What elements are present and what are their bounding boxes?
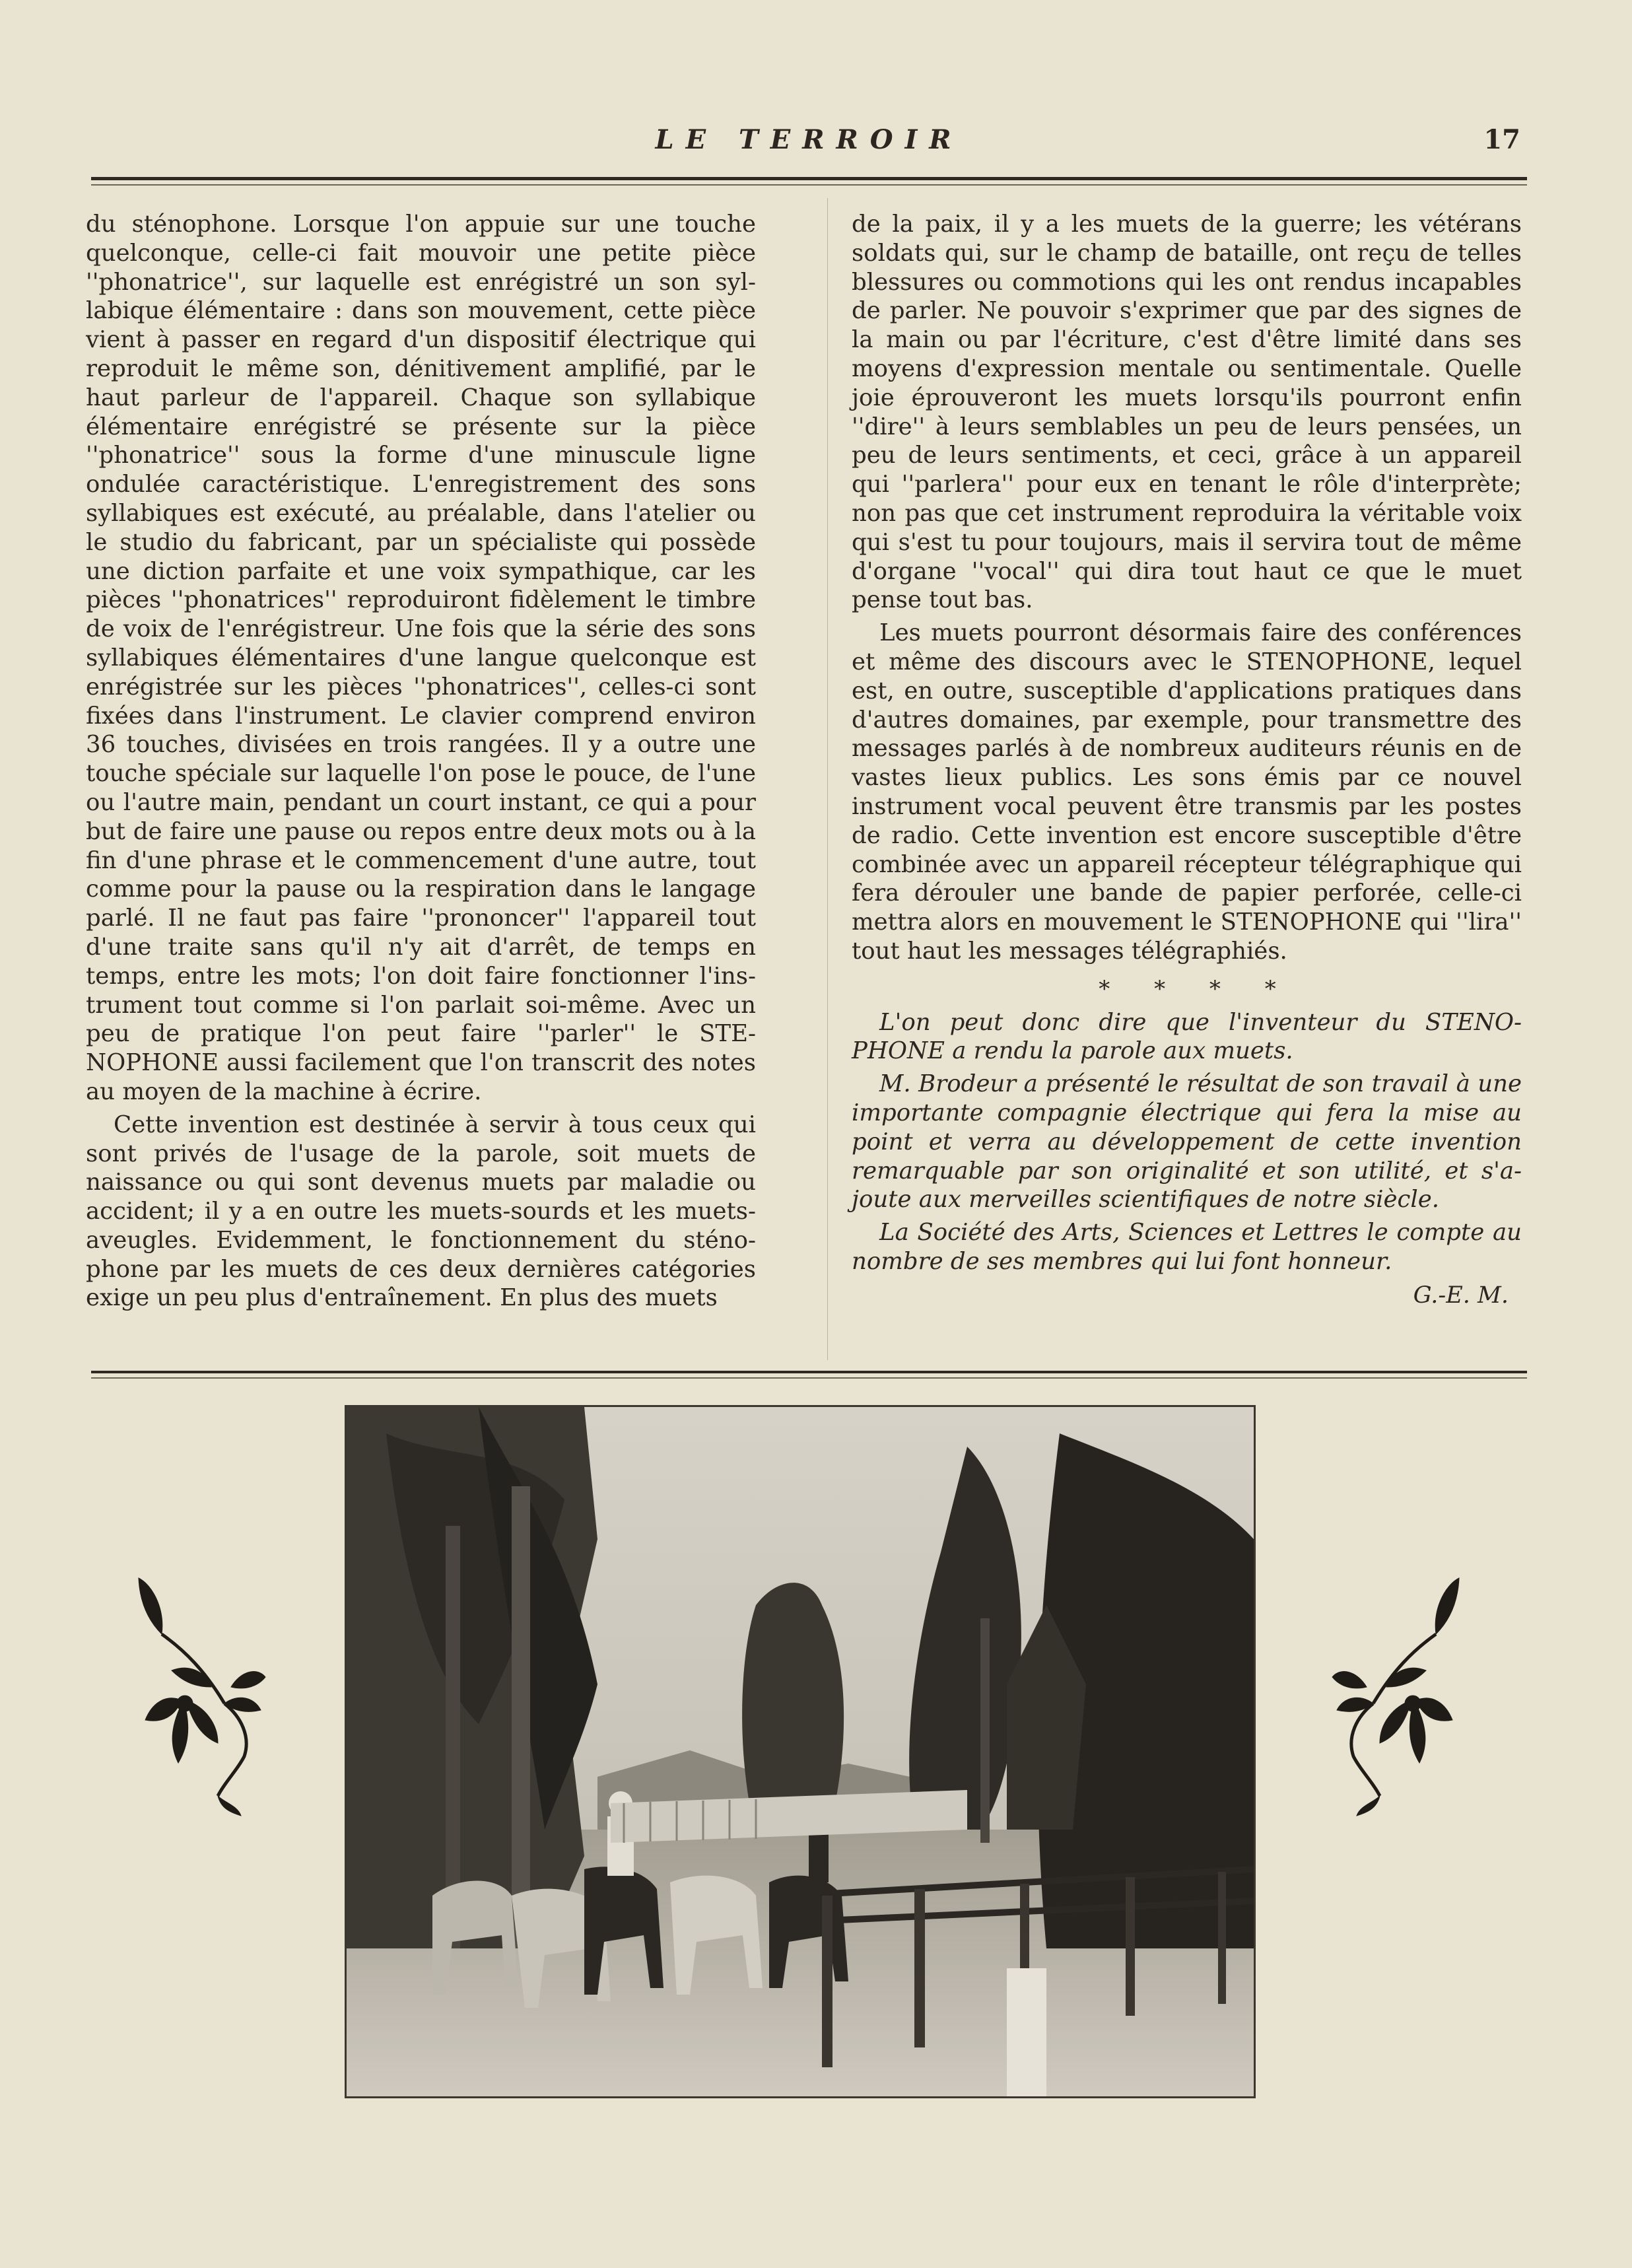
page-header (91, 119, 1527, 158)
header-rule (91, 177, 1527, 180)
italic-paragraph-3: La Société des Arts, Sciences et Lettres le compte au nombre de ses membres qui lui font honneur. (852, 1219, 1522, 1275)
horseback-riders-photo (345, 1405, 1256, 2098)
header-rule-thin (91, 184, 1527, 186)
page-number: 17 (1483, 124, 1520, 155)
right-paragraph-1: de la paix, il y a les muets de la guerre; les vétérans soldats qui, sur le champ de bataille, ont reçu de telles blessures ou commotions qui les ont rendus incapables de parler. Ne pouvoir s'exprimer que par des signes de la main ou par l'écriture, c'est d'être limité dans ses moyens d'expression mentale ou sentimentale. Quelle joie éprouveront les muets lorsqu'ils pourront enfin ''dire'' à leurs semblables un peu de leurs pensées, un peu de leurs sentiments, et ceci, grâce à un appareil qui ''parlera'' pour eux en tenant le rôle d'interprète; non pas que cet instrument reproduira la véritable voix qui s'est tu pour toujours, mais il servira tout de même d'organe ''vocal'' qui dira tout haut ce que le muet pense tout bas. (852, 211, 1522, 614)
running-title: LE TERROIR (655, 124, 963, 155)
italic-paragraph-1: L'on peut donc dire que l'inventeur du STENOPHONE a rendu la parole aux muets. (852, 1008, 1522, 1065)
right-column (852, 210, 1522, 1310)
author-signature: G.-E. M. (1413, 1282, 1509, 1309)
italic-paragraph-2: M. Brodeur a présenté le résultat de son travail à une importante compagnie électrique qui fera la mise au point et verra au développement de cette invention remarquable par son originalité et son utilité, et s'ajoute aux merveilles scientifiques de notre siècle. (852, 1070, 1522, 1214)
left-paragraph-2: Cette invention est destinée à servir à tous ceux qui sont privés de l'usage de la parole, soit muets de naissance ou qui sont devenus muets par maladie ou accident; il y a en outre les muets-sourds et les muets-aveugles. Evidemment, le fonctionnement du sténophone par les muets de ces deux dernières catégories exige un peu plus d'entraînement. En plus des muets (86, 1111, 756, 1312)
footer-rule (91, 1371, 1527, 1373)
floral-ornament-icon (125, 1571, 271, 1822)
column-divider (827, 198, 828, 1360)
footer-rule-thin (91, 1377, 1527, 1379)
floral-ornament-icon (1327, 1571, 1472, 1822)
left-paragraph-1: du sténophone. Lorsque l'on appuie sur une touche quelconque, celle-ci fait mouvoir une petite pièce ''phonatrice'', sur laquelle est enrégistré un son syllabique élémentaire : dans son mouvement, cette pièce vient à passer en regard d'un dispositif électrique qui reproduit le même son, dénitivement amplifié, par le haut parleur de l'appareil. Chaque son syllabique élémentaire enrégistré se présente sur la pièce ''phonatrice'' sous la forme d'une minuscule ligne ondulée caractéristique. L'enregistrement des sons syllabiques est exécuté, au préalable, dans l'atelier ou le studio du fabricant, par un spécialiste qui possède une diction parfaite et une voix sympathique, car les pièces ''phonatrices'' reproduiront fidèlement le timbre de voix de l'enrégistreur. Une fois que la série des sons syllabiques élémentaires d'une langue quelconque est enrégistrée sur les pièces ''phonatrices'', celles-ci sont fixées dans l'instrument. Le clavier comprend environ 36 touches, divisées en trois rangées. Il y a outre une touche spéciale sur laquelle l'on pose le pouce, de l'une ou l'autre main, pendant un court instant, ce qui a pour but de faire une pause ou repos entre deux mots ou à la fin d'une phrase et le commencement d'une autre, tout comme pour la pause ou la respiration dans le langage parlé. Il ne faut pas faire ''prononcer'' l'appareil tout d'une traite sans qu'il n'y ait d'arrêt, de temps en temps, entre les mots; l'on doit faire fonctionner l'instrument tout comme si l'on parlait soi-même. Avec un peu de pratique l'on peut faire ''parler'' le STENOPHONE aussi facilement que l'on transcrit des notes au moyen de la machine à écrire. (86, 211, 756, 1105)
right-paragraph-2: Les muets pourront désormais faire des conférences et même des discours avec le STENOPHONE, lequel est, en outre, susceptible d'applications pratiques dans d'autres domaines, par exemple, pour transmettre des messages parlés à de nombreux auditeurs réunis en de vastes lieux publics. Les sons émis par ce nouvel instrument vocal peuvent être transmis par les postes de radio. Cette invention est encore susceptible d'être combinée avec un appareil récepteur télégraphique qui fera dérouler une bande de papier perforée, celle-ci mettra alors en mouvement le STENOPHONE qui ''lira'' tout haut les messages télégraphiés. (852, 619, 1522, 965)
section-stars: * * * * (1099, 975, 1295, 1002)
left-column (86, 210, 756, 1313)
